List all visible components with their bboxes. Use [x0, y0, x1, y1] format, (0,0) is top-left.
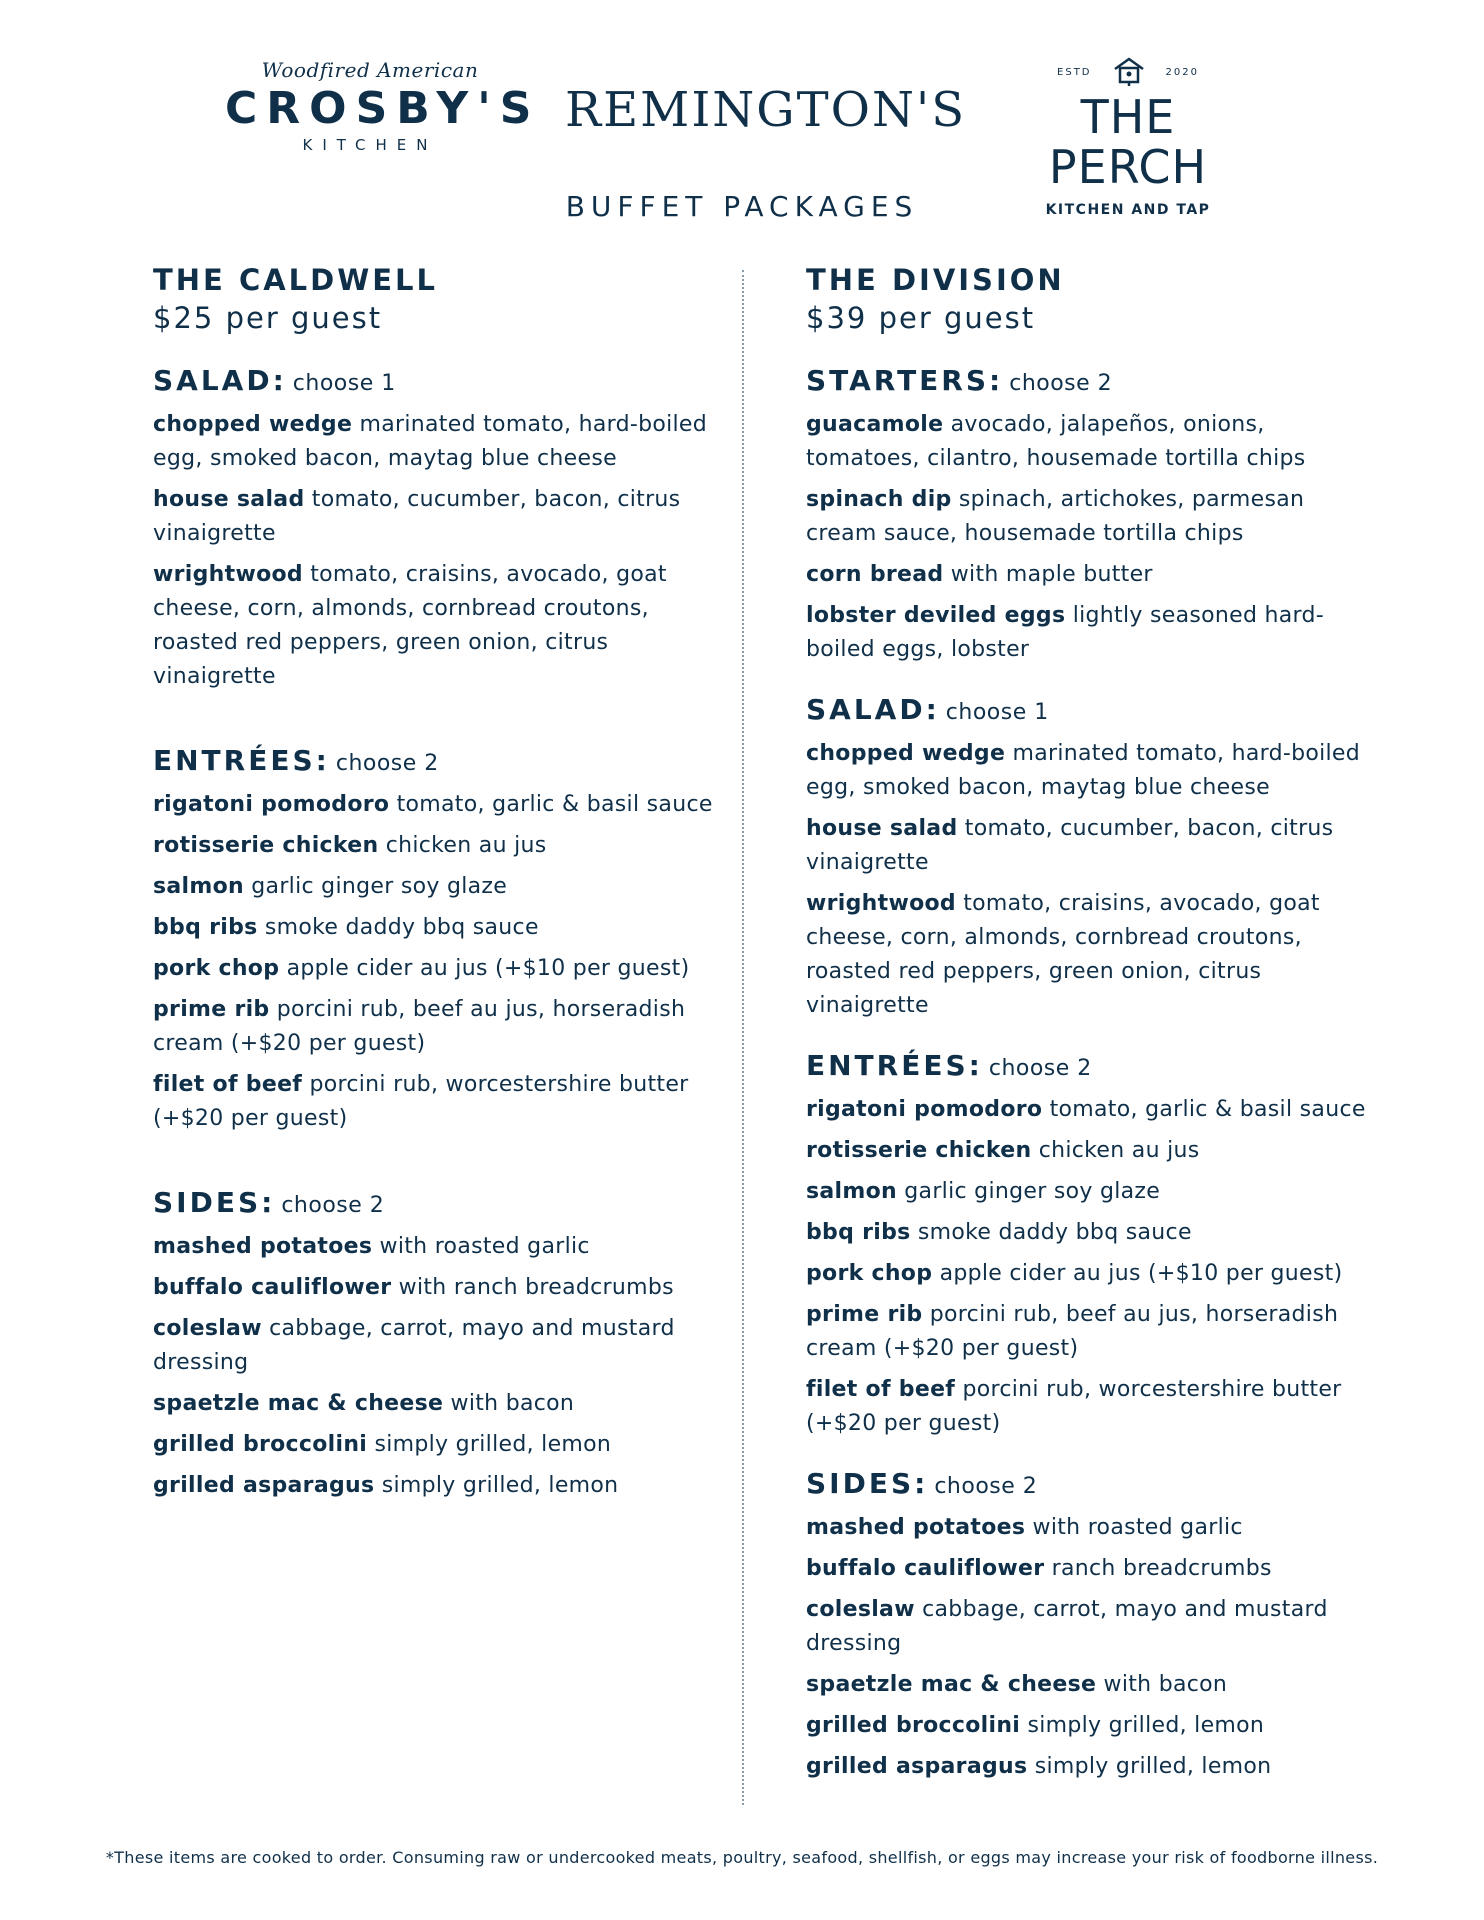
item-name: bbq ribs — [806, 1220, 911, 1245]
item-name: rotisserie chicken — [806, 1138, 1032, 1163]
section-heading: STARTERS: — [806, 364, 1004, 397]
item-name: spinach dip — [806, 487, 952, 512]
item-name: wrightwood — [806, 891, 956, 916]
item-name: corn bread — [806, 562, 944, 587]
menu-item — [806, 887, 1366, 1023]
item-name: grilled asparagus — [806, 1754, 1028, 1779]
item-name: grilled broccolini — [153, 1432, 368, 1457]
item-desc: garlic ginger soy glaze — [904, 1179, 1161, 1204]
menu-item — [806, 558, 1366, 592]
item-desc: garlic ginger soy glaze — [251, 874, 508, 899]
item-desc: tomato, garlic & basil sauce — [1049, 1097, 1366, 1122]
menu-item — [153, 1469, 713, 1503]
item-name: mashed potatoes — [806, 1515, 1026, 1540]
item-desc: porcini rub, beef au jus, horseradish cream (+$20 per guest) — [153, 997, 686, 1056]
menu-item — [153, 558, 713, 694]
menu-item — [153, 1271, 713, 1305]
menu-item — [153, 829, 713, 863]
item-desc: lightly seasoned hard-boiled eggs, lobster — [806, 603, 1324, 662]
item-desc: simply grilled, lemon — [1034, 1754, 1272, 1779]
package-price: $39 per guest — [806, 301, 1036, 335]
item-desc: tomato, cucumber, bacon, citrus vinaigrette — [153, 487, 681, 546]
menu-item — [153, 952, 713, 986]
menu-item — [153, 1068, 713, 1136]
item-desc: smoke daddy bbq sauce — [917, 1220, 1192, 1245]
item-name: prime rib — [153, 997, 270, 1022]
menu-item — [806, 1298, 1366, 1366]
item-desc: with ranch breadcrumbs — [398, 1275, 674, 1300]
section-heading: SIDES: — [153, 1186, 276, 1219]
item-name: house salad — [806, 816, 958, 841]
item-name: spaetzle mac & cheese — [153, 1391, 444, 1416]
item-desc: cabbage, carrot, mayo and mustard dressing — [806, 1597, 1328, 1656]
section-salad — [153, 364, 713, 694]
crosbys-sub: KITCHEN — [302, 136, 438, 154]
item-desc: smoke daddy bbq sauce — [264, 915, 539, 940]
menu-item — [806, 1257, 1366, 1291]
menu-item — [806, 483, 1366, 551]
item-name: filet of beef — [806, 1377, 956, 1402]
perch-sub: KITCHEN AND TAP — [1045, 202, 1211, 218]
item-name: chopped wedge — [806, 741, 1006, 766]
menu-item — [806, 1552, 1366, 1586]
section-entrees — [153, 744, 713, 1136]
item-desc: ranch breadcrumbs — [1051, 1556, 1272, 1581]
menu-item — [153, 1230, 713, 1264]
item-desc: simply grilled, lemon — [381, 1473, 619, 1498]
package-name: THE CALDWELL — [153, 263, 438, 297]
item-desc: simply grilled, lemon — [1027, 1713, 1265, 1738]
menu-item — [153, 788, 713, 822]
menu-item — [153, 1312, 713, 1380]
item-name: prime rib — [806, 1302, 923, 1327]
item-name: pork chop — [153, 956, 280, 981]
item-name: grilled asparagus — [153, 1473, 375, 1498]
section-choose: choose 2 — [281, 1193, 385, 1218]
item-name: lobster deviled eggs — [806, 603, 1066, 628]
item-name: guacamole — [806, 412, 944, 437]
item-name: chopped wedge — [153, 412, 353, 437]
remingtons-name: REMINGTON'S — [565, 82, 967, 138]
menu-item — [153, 408, 713, 476]
menu-item — [153, 1428, 713, 1462]
section-heading: ENTRÉES: — [806, 1049, 983, 1082]
item-desc: tomato, cucumber, bacon, citrus vinaigrette — [806, 816, 1334, 875]
item-name: rotisserie chicken — [153, 833, 379, 858]
menu-item — [806, 1373, 1366, 1441]
section-choose: choose 1 — [945, 700, 1049, 725]
crosbys-tagline: Woodfired American — [261, 58, 479, 82]
item-desc: with bacon — [1103, 1672, 1228, 1697]
menu-item — [806, 1093, 1366, 1127]
item-name: buffalo cauliflower — [806, 1556, 1045, 1581]
section-choose: choose 2 — [988, 1056, 1092, 1081]
item-name: coleslaw — [153, 1316, 262, 1341]
menu-item — [153, 483, 713, 551]
item-name: wrightwood — [153, 562, 303, 587]
item-desc: apple cider au jus (+$10 per guest) — [939, 1261, 1343, 1286]
package-price: $25 per guest — [153, 301, 383, 335]
section-heading: SALAD: — [806, 693, 940, 726]
menu-item — [806, 1709, 1366, 1743]
menu-item — [806, 408, 1366, 476]
item-desc: simply grilled, lemon — [374, 1432, 612, 1457]
package-name: THE DIVISION — [806, 263, 1065, 297]
page-title: BUFFET PACKAGES — [565, 190, 919, 223]
item-name: grilled broccolini — [806, 1713, 1021, 1738]
menu-item — [153, 993, 713, 1061]
menu-item — [806, 599, 1366, 667]
perch-year: 2020 — [1165, 66, 1199, 78]
item-name: coleslaw — [806, 1597, 915, 1622]
item-name: salmon — [153, 874, 244, 899]
item-name: rigatoni pomodoro — [153, 792, 390, 817]
section-entrees — [806, 1049, 1366, 1441]
item-desc: marinated tomato, hard-boiled egg, smoked bacon, maytag blue cheese — [153, 412, 708, 471]
perch-estd: ESTD — [1057, 66, 1092, 78]
item-desc: tomato, garlic & basil sauce — [396, 792, 713, 817]
menu-item — [806, 1134, 1366, 1168]
section-sides — [153, 1186, 713, 1503]
item-desc: cabbage, carrot, mayo and mustard dressing — [153, 1316, 675, 1375]
item-desc: avocado, jalapeños, onions, tomatoes, cilantro, housemade tortilla chips — [806, 412, 1306, 471]
perch-estd-row — [998, 56, 1258, 88]
item-name: pork chop — [806, 1261, 933, 1286]
package-caldwell — [153, 262, 713, 1510]
item-name: filet of beef — [153, 1072, 303, 1097]
item-desc: tomato, craisins, avocado, goat cheese, corn, almonds, cornbread croutons, roasted red peppers, green onion, citrus vinaigrette — [806, 891, 1320, 1018]
package-division — [806, 262, 1366, 1791]
item-desc: with maple butter — [950, 562, 1153, 587]
crosbys-name: CROSBY'S — [225, 83, 541, 134]
section-salad — [806, 693, 1366, 1023]
item-desc: tomato, craisins, avocado, goat cheese, corn, almonds, cornbread croutons, roasted red peppers, green onion, citrus vinaigrette — [153, 562, 667, 689]
menu-item — [153, 911, 713, 945]
item-desc: with roasted garlic — [1032, 1515, 1243, 1540]
item-desc: spinach, artichokes, parmesan cream sauce, housemade tortilla chips — [806, 487, 1305, 546]
item-name: bbq ribs — [153, 915, 258, 940]
section-sides — [806, 1467, 1366, 1784]
perch-name: THE PERCH — [1048, 90, 1208, 194]
item-name: mashed potatoes — [153, 1234, 373, 1259]
food-safety-disclaimer: *These items are cooked to order. Consuming raw or undercooked meats, poultry, seafood, shellfish, or eggs may increase your risk of foodborne illness. — [105, 1848, 1379, 1867]
section-choose: choose 2 — [1009, 371, 1113, 396]
menu-item — [806, 812, 1366, 880]
item-name: house salad — [153, 487, 305, 512]
menu-item — [806, 1175, 1366, 1209]
item-name: rigatoni pomodoro — [806, 1097, 1043, 1122]
item-name: buffalo cauliflower — [153, 1275, 392, 1300]
birdhouse-icon — [1112, 56, 1146, 89]
crosbys-kitchen-logo — [225, 58, 541, 154]
item-desc: chicken au jus — [385, 833, 547, 858]
section-choose: choose 1 — [292, 371, 396, 396]
menu-item — [153, 1387, 713, 1421]
menu-item — [806, 1668, 1366, 1702]
section-choose: choose 2 — [335, 751, 439, 776]
item-desc: with bacon — [450, 1391, 575, 1416]
section-heading: ENTRÉES: — [153, 744, 330, 777]
column-divider — [742, 270, 744, 1805]
item-desc: chicken au jus — [1038, 1138, 1200, 1163]
item-desc: porcini rub, worcestershire butter (+$20 per guest) — [806, 1377, 1342, 1436]
item-desc: porcini rub, worcestershire butter (+$20 per guest) — [153, 1072, 689, 1131]
item-desc: porcini rub, beef au jus, horseradish cream (+$20 per guest) — [806, 1302, 1339, 1361]
section-heading: SIDES: — [806, 1467, 929, 1500]
item-name: salmon — [806, 1179, 897, 1204]
item-desc: marinated tomato, hard-boiled egg, smoked bacon, maytag blue cheese — [806, 741, 1361, 800]
section-choose: choose 2 — [934, 1474, 1038, 1499]
menu-item — [806, 1593, 1366, 1661]
section-starters — [806, 364, 1366, 667]
menu-item — [806, 1216, 1366, 1250]
item-name: spaetzle mac & cheese — [806, 1672, 1097, 1697]
menu-item — [153, 870, 713, 904]
section-heading: SALAD: — [153, 364, 287, 397]
remingtons-logo — [565, 82, 967, 138]
menu-item — [806, 1750, 1366, 1784]
menu-item — [806, 737, 1366, 805]
item-desc: apple cider au jus (+$10 per guest) — [286, 956, 690, 981]
item-desc: with roasted garlic — [379, 1234, 590, 1259]
menu-item — [806, 1511, 1366, 1545]
